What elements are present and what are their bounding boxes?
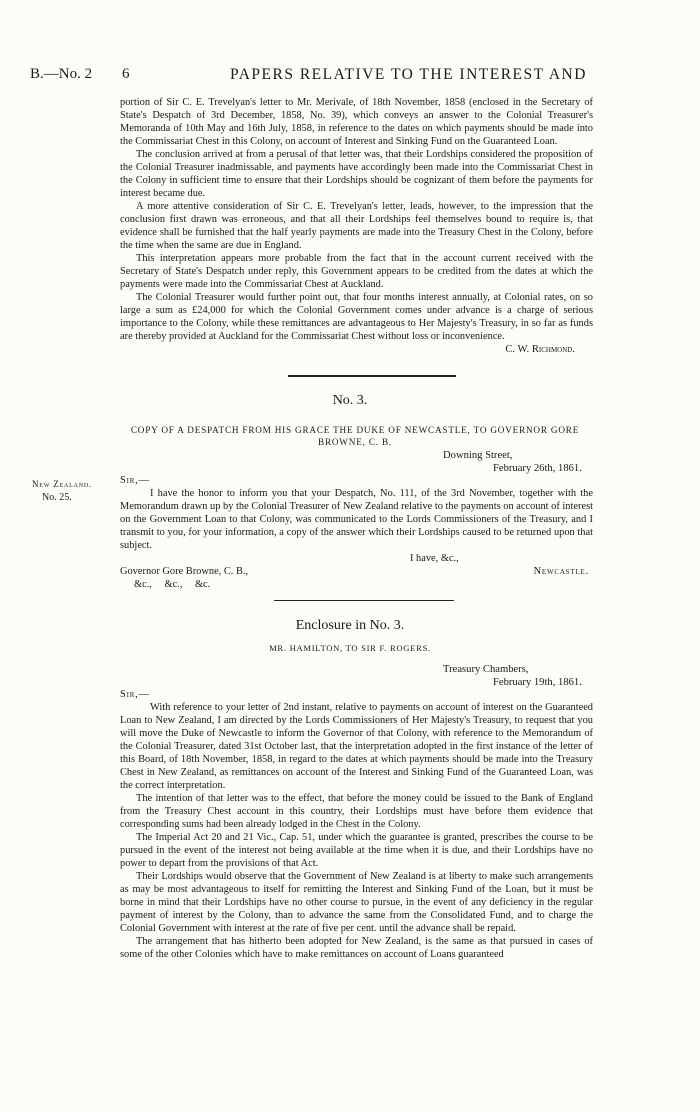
header-title: PAPERS RELATIVE TO THE INTEREST AND <box>230 66 587 83</box>
salutation: Sir,— <box>120 689 150 700</box>
paragraph: portion of Sir C. E. Trevelyan's letter to Mr. Merivale, of 18th November, 1858 (enclosed in the Secretary of State's Despatch of 3rd December, 1858, No. 39), which conveys an answer to the Colonial Treasurer's Memoranda of 10th May and 16th July, 1858, in reference to the dates on which payments should be made into the Commissariat Chest in this Colony, on account of Interest and Sinking Fund on the Guaranteed Loan. <box>120 97 593 147</box>
margin-despatch-number: No. 25. <box>42 492 72 503</box>
enclosure-subtitle: MR. HAMILTON, TO SIR F. ROGERS. <box>269 643 431 653</box>
despatch-body <box>120 474 593 591</box>
section-divider <box>288 375 456 377</box>
recipient-line <box>120 565 593 578</box>
paragraph: The intention of that letter was to the effect, that before the money could be issued to the Bank of England from the Treasury Chest account in this country, their Lordships must have before them evidence that corresponding sums had been already lodged in the Chest in the Colony. <box>120 793 593 830</box>
document-reference: B.—No. 2 <box>30 66 93 82</box>
recipient: Governor Gore Browne, C. B., <box>120 566 249 577</box>
enclosure-heading: Enclosure in No. 3. <box>295 618 405 633</box>
despatch-title-line1: COPY OF A DESPATCH FROM HIS GRACE THE DUKE OF NEWCASTLE, TO GOVERNOR GORE <box>130 425 580 435</box>
salutation: Sir,— <box>120 475 150 486</box>
paragraph: The conclusion arrived at from a perusal of that letter was, that their Lordships considered the proposition of the Colonial Treasurer inadmissable, and payments have accordingly been made into the Commissariat Chest in the Colony in sufficient time to ensure that their Lordships should be cognizant of them before the payments for interest became due. <box>120 149 593 199</box>
page-number: 6 <box>122 66 130 82</box>
margin-colony: New Zealand. <box>32 479 93 489</box>
signature-richmond: C. W. Richmond. <box>505 344 575 355</box>
paragraph: This interpretation appears more probable from the fact that in the account current received with the Secretary of State's Despatch under reply, this Government appears to be credited from the dates at which the payments were made into the Commissariat Chest at Auckland. <box>120 253 593 290</box>
address-line: Treasury Chambers, <box>443 664 529 675</box>
signer: Newcastle. <box>533 566 589 577</box>
despatch-title <box>110 424 600 448</box>
recipient-etc: &c., &c., &c. <box>134 579 211 590</box>
despatch-address <box>443 449 582 475</box>
address-line: Downing Street, <box>443 450 513 461</box>
margin-note <box>32 478 112 504</box>
running-header <box>30 66 670 88</box>
paragraph: A more attentive consideration of Sir C. E. Trevelyan's letter, leads, however, to the impression that the conclusion first drawn was erroneous, and that all their Lordships feel themselves bound to require is, that evidence shall be furnished that the half yearly payments are made into the Treasury Chest in the Colony, before the time when the same are due in England. <box>120 201 593 251</box>
paragraph: I have the honor to inform you that your Despatch, No. 111, of the 3rd November, together with the Memorandum drawn up by the Colonial Treasurer of New Zealand relative to the payments on account of interest on the Government Loan to that Colony, was communicated to the Lords Commissioners of the Treasury, and I transmit to you, for your information, a copy of the answer which their Lordships caused to be returned upon that subject. <box>120 488 593 551</box>
paragraph: The Colonial Treasurer would further point out, that four months interest annually, at Colonial rates, on so large a sum as £24,000 for which the Colonial Government comes under advance is a charge of serious importance to the Colony, while these remittances are advantageous to Her Majesty's Treasury, in so far as funds are thereby provided at Auckland for the Commissariat Chest without loss or inconvenience. <box>120 292 593 342</box>
despatch-date: February 26th, 1861. <box>493 463 582 474</box>
paragraph: Their Lordships would observe that the Government of New Zealand is at liberty to make such arrangements as may be most advantageous to itself for remitting the Interest and Sinking Fund of the Loan, but it must be borne in mind that their Lordships have no other course to pursue, in the event of any deficiency in the regular payment of interest by the Colony, than to advance the same from the Consolidated Fund, and to charge the Colonial Government with interest at the rate of five per cent. until the advance shall be repaid. <box>120 871 593 934</box>
paragraph: With reference to your letter of 2nd instant, relative to payments on account of interest on the Guaranteed Loan to New Zealand, I am directed by the Lords Commissioners of Her Majesty's Treasury, to request that you will move the Duke of Newcastle to inform the Governor of that Colony, with reference to the Memorandum of the Colonial Treasurer, dated 31st October last, that the interpretation adopted in the first instance of the letter of this Board, of 18th November, 1858, in regard to the dates at which payments should be made into the Treasury Chest in New Zealand, as remittances on account of the Interest and Sinking Fund of the Guaranteed Loan, was the correct interpretation. <box>120 702 593 791</box>
section-heading-no3: No. 3. <box>332 393 368 408</box>
despatch-title-line2: BROWNE, C. B. <box>318 437 392 447</box>
paragraph: The arrangement that has hitherto been adopted for New Zealand, is the same as that pursued in cases of some of the other Colonies which have to make remittances on account of Loans guaranteed <box>120 936 593 960</box>
enclosure-address <box>443 663 582 689</box>
memorandum-continuation <box>120 96 593 356</box>
enclosure-date: February 19th, 1861. <box>493 677 582 688</box>
enclosure-body <box>120 688 593 961</box>
paragraph: The Imperial Act 20 and 21 Vic., Cap. 51, under which the guarantee is granted, prescribes the course to be pursued in the event of the interest not being available at the time when it is due, and their Lordships have no power to depart from the provisions of that Act. <box>120 832 593 869</box>
section-divider <box>274 600 454 601</box>
closing: I have, &c., <box>410 553 459 564</box>
